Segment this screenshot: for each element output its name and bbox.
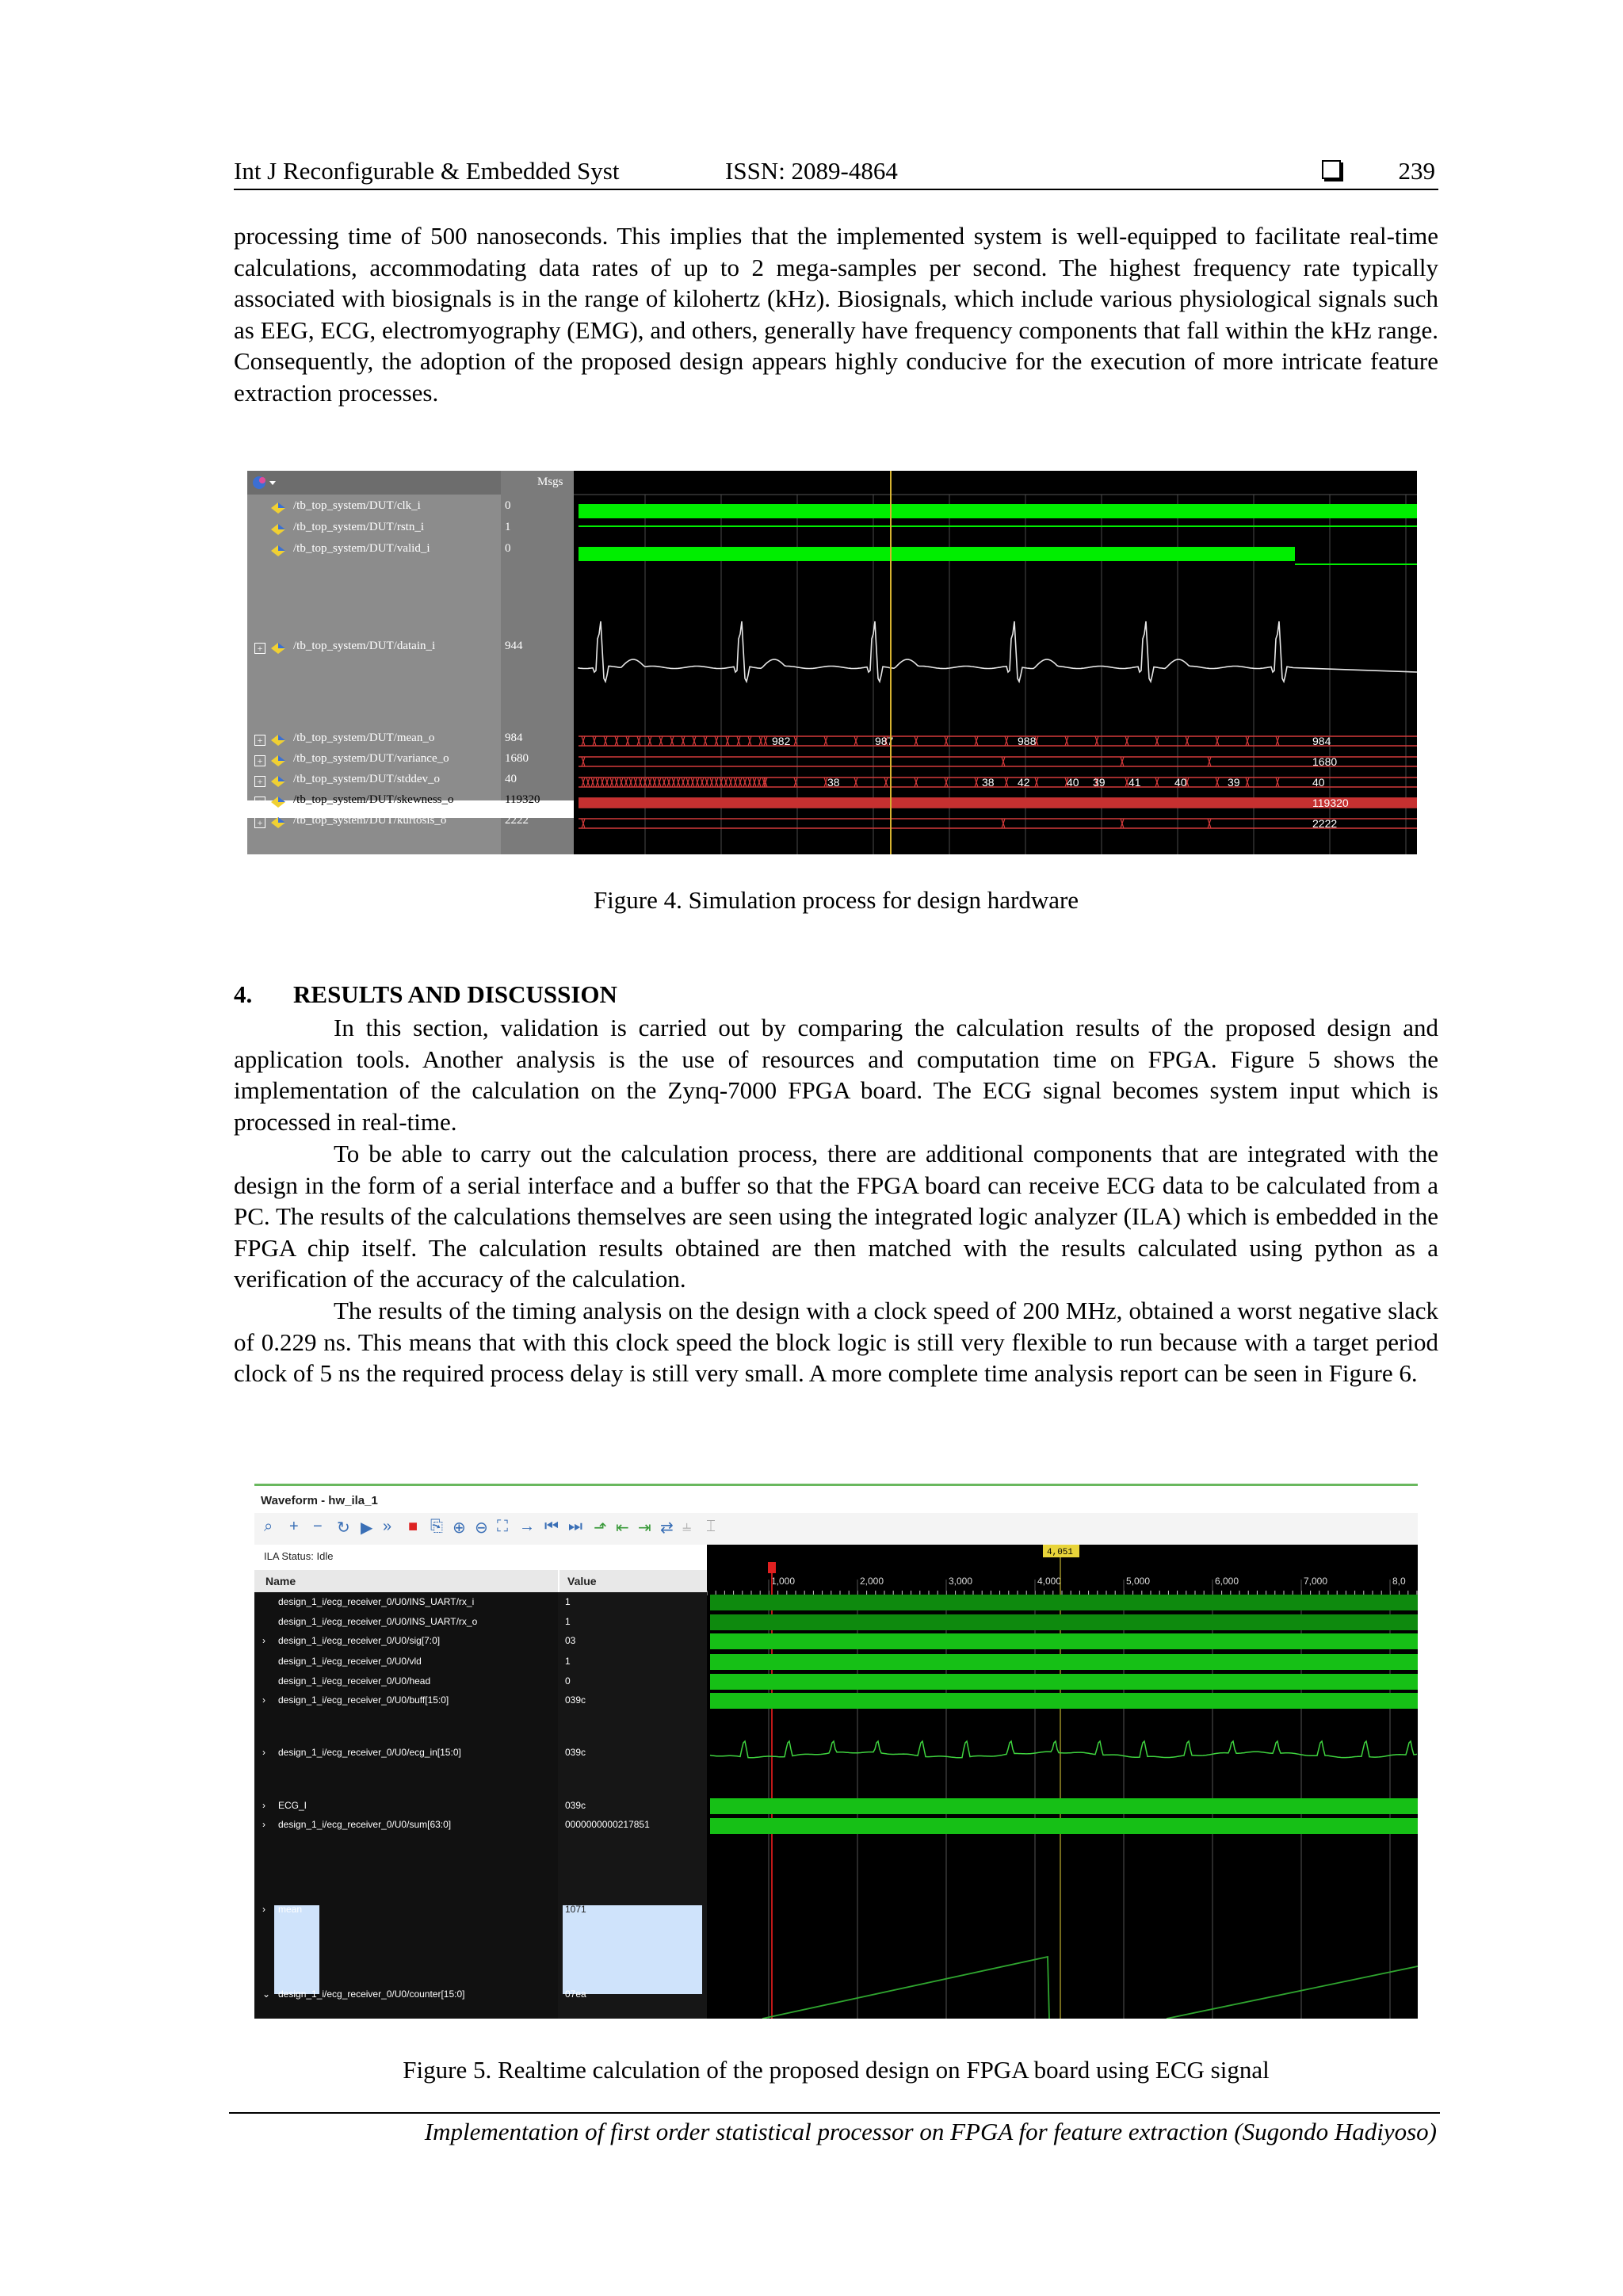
digital-signal-band	[710, 1595, 1418, 1610]
zoom-in-icon[interactable]: ⊕	[453, 1519, 466, 1537]
signal-name[interactable]: /tb_top_system/DUT/clk_i	[293, 499, 421, 512]
signal-name[interactable]: /tb_top_system/DUT/skewness_o	[293, 793, 454, 806]
running-header	[234, 157, 1438, 190]
ruler-label: 1,000	[771, 1576, 796, 1587]
bus-value-label: 984	[1312, 735, 1331, 747]
bus-value-label: 39	[1093, 776, 1106, 789]
signal-value: 1	[505, 521, 511, 533]
remove-icon[interactable]: −	[313, 1518, 323, 1535]
running-footer: Implementation of first order statistical processor on FPGA for feature extraction (Sugondo Hadiyoso)	[424, 2118, 1437, 2145]
name-column-header[interactable]	[254, 1570, 558, 1592]
bus-value-label: 38	[982, 776, 995, 789]
ila-toolbar	[254, 1513, 1418, 1545]
signal-diamond-icon	[271, 502, 285, 514]
next-transition-icon[interactable]: ⇥	[638, 1519, 651, 1537]
bus-value-label: 982	[772, 735, 791, 747]
signal-value: 2222	[505, 814, 529, 827]
bus-value-label: 40	[1312, 776, 1325, 789]
waveform-window-title: Waveform - hw_ila_1	[261, 1494, 378, 1507]
stop-icon[interactable]: ■	[408, 1518, 418, 1535]
expand-icon[interactable]: +	[254, 776, 265, 787]
sum-band	[710, 1818, 1418, 1834]
layout-icon[interactable]	[250, 474, 277, 491]
signal-name[interactable]: /tb_top_system/DUT/rstn_i	[293, 521, 424, 533]
ila-signal-name[interactable]: mean	[278, 1904, 303, 1915]
expand-icon[interactable]: +	[254, 643, 265, 654]
mean-name-highlight	[274, 1905, 319, 1994]
value-column-label: Value	[567, 1575, 597, 1587]
bus-skewness	[579, 797, 1417, 809]
figure-4-simulation	[247, 471, 1417, 854]
bracket-icon[interactable]: ⌶	[706, 1518, 716, 1535]
expand-icon[interactable]: +	[254, 735, 265, 746]
clk-signal	[579, 504, 1417, 518]
signal-diamond-icon	[271, 797, 285, 808]
ila-signal-value: 1	[565, 1596, 571, 1607]
valid-signal-high	[579, 547, 1295, 561]
bus-value-label: 987	[875, 735, 894, 747]
bus-value-label: 40	[1067, 776, 1079, 789]
ila-waveform-plot	[707, 1545, 1418, 2019]
search-icon[interactable]: ⌕	[264, 1518, 273, 1535]
ruler-label: 6,000	[1215, 1576, 1239, 1587]
section-title: RESULTS AND DISCUSSION	[293, 980, 617, 1008]
paragraph-4: The results of the timing analysis on the design with a clock speed of 200 MHz, obtained a worst negative slack of 0.229 ns. This means that with this clock speed the block logic is still very flexible to run because with a target period clock of 5 ns the required process delay is still very small. A more complete time analysis report can be seen in Figure 6.	[234, 1297, 1438, 1388]
go-first-icon[interactable]: ⏮	[544, 1518, 559, 1535]
simulation-waveform	[574, 471, 1417, 854]
signal-diamond-icon	[271, 545, 285, 556]
signal-name[interactable]: /tb_top_system/DUT/valid_i	[293, 542, 430, 555]
signal-name[interactable]: /tb_top_system/DUT/stddev_o	[293, 773, 440, 785]
ila-signal-name[interactable]: design_1_i/ecg_receiver_0/U0/sig[7:0]	[278, 1635, 441, 1646]
ila-signal-value: 039c	[565, 1800, 586, 1811]
ila-signal-name[interactable]: design_1_i/ecg_receiver_0/U0/INS_UART/rx_o	[278, 1616, 478, 1627]
ila-signal-name[interactable]: design_1_i/ecg_receiver_0/U0/buff[15:0]	[278, 1694, 449, 1706]
ila-signal-value: 1071	[565, 1904, 586, 1915]
snap-icon[interactable]: ⫨	[682, 1518, 692, 1535]
digital-signal-band	[710, 1633, 1418, 1649]
expand-icon[interactable]: +	[254, 797, 265, 808]
expand-chevron-icon[interactable]: ›	[262, 1819, 265, 1830]
trigger-marker	[768, 1562, 776, 1573]
section-heading	[234, 980, 617, 1009]
ruler-label: 8,0	[1392, 1576, 1406, 1587]
issn: ISSN: 2089-4864	[725, 157, 898, 185]
run-immediate-icon[interactable]: »	[383, 1518, 392, 1535]
ruler-label: 7,000	[1304, 1576, 1328, 1587]
go-last-icon[interactable]: ⏭	[568, 1518, 582, 1535]
paragraph-2: In this section, validation is carried out by comparing the calculation results of the proposed design and application tools. Another analysis is the use of resources and computation time on FPGA. Figure 5 shows the implementation of the calculation on the Zynq-7000 FPGA board. The ECG signal becomes system input which is processed in real-time.	[234, 1014, 1438, 1136]
paragraph-1: processing time of 500 nanoseconds. This implies that the implemented system is well-equipped to facilitate real-time calculations, accommodating data rates of up to 2 mega-samples per second. The highest frequency rate typically associated with biosignals is in the range of kilohertz (kHz). Biosignals, which include various physiological signals such as EEG, ECG, electromyography (EMG), and others, generally have frequency components that fall within the kHz range. Consequently, the adoption of the proposed design appears highly conducive for the execution of more intricate feature extraction processes.	[234, 222, 1438, 407]
bus-value-label: 42	[1018, 776, 1030, 789]
figure-4-caption: Figure 4. Simulation process for design hardware	[593, 886, 1079, 914]
expand-chevron-icon[interactable]: ›	[262, 1694, 265, 1706]
signal-diamond-icon	[271, 524, 285, 535]
zoom-out-icon[interactable]: ⊖	[475, 1519, 488, 1537]
signal-value: 0	[505, 499, 511, 512]
add-marker-icon[interactable]: ⬏	[594, 1519, 607, 1537]
signal-value: 40	[505, 773, 517, 785]
signal-value: 944	[505, 640, 523, 652]
ila-signal-value: 039c	[565, 1747, 586, 1758]
footer-rule	[229, 2112, 1440, 2114]
paragraph-3: To be able to carry out the calculation process, there are additional components that are integrated with the design in the form of a serial interface and a buffer so that the FPGA board can receive ECG data to be calculated from a PC. The results of the calculations themselves are seen using the integrated logic analyzer (ILA) which is embedded in the FPGA chip itself. The calculation results obtained are then matched with the results calculated using python as a verification of the accuracy of the calculation.	[234, 1140, 1438, 1293]
prev-transition-icon[interactable]: ⇤	[616, 1519, 629, 1537]
figure-5-caption: Figure 5. Realtime calculation of the proposed design on FPGA board using ECG signal	[403, 2056, 1270, 2084]
cursor-icon[interactable]: →	[519, 1518, 535, 1535]
ila-status: ILA Status: Idle	[264, 1550, 334, 1562]
cursor-marker-label: 4,051	[1047, 1548, 1074, 1557]
page-number: 239	[1398, 157, 1435, 185]
signal-pane-toolbar	[247, 471, 501, 495]
signal-value: 1680	[505, 752, 529, 765]
ruler-label: 3,000	[949, 1576, 973, 1587]
expand-chevron-icon[interactable]: ›	[262, 1800, 265, 1811]
ila-signal-value: 0000000000217851	[565, 1819, 650, 1830]
bus-value-label: 38	[827, 776, 840, 789]
figure-5-ila-waveform	[254, 1484, 1418, 2019]
bus-value-label: 988	[1018, 735, 1037, 747]
ila-signal-value: 039c	[565, 1694, 586, 1706]
signal-diamond-icon	[271, 776, 285, 787]
signal-name[interactable]: /tb_top_system/DUT/kurtosis_o	[293, 814, 447, 827]
ruler-label: 4,000	[1037, 1576, 1062, 1587]
expand-chevron-icon[interactable]: ›	[262, 1635, 265, 1646]
zoom-fit-icon[interactable]: ⛶	[497, 1518, 508, 1535]
ruler-label: 2,000	[860, 1576, 884, 1587]
value-column-header[interactable]	[559, 1570, 707, 1592]
signal-name[interactable]: /tb_top_system/DUT/mean_o	[293, 732, 435, 744]
signal-name[interactable]: /tb_top_system/DUT/variance_o	[293, 752, 449, 765]
signal-value: 119320	[505, 793, 540, 806]
ila-signal-value: 03	[565, 1635, 576, 1646]
trigger-icon[interactable]: ↻	[337, 1519, 350, 1537]
ila-signal-name[interactable]: design_1_i/ecg_receiver_0/U0/counter[15:0]	[278, 1988, 465, 2000]
ila-signal-value: 1	[565, 1616, 571, 1627]
signal-diamond-icon	[271, 817, 285, 828]
bus-value-label: 2222	[1312, 817, 1338, 830]
expand-icon[interactable]: +	[254, 817, 265, 828]
section-number: 4.	[234, 980, 253, 1008]
bus-value-label: 119320	[1312, 797, 1349, 809]
ruler-label: 5,000	[1126, 1576, 1151, 1587]
mean-value-highlight	[563, 1905, 702, 1994]
ecg-i-band	[710, 1798, 1418, 1814]
run-icon[interactable]: ▶	[361, 1519, 373, 1537]
msgs-column-header: Msgs	[537, 476, 563, 488]
ila-signal-name[interactable]: ECG_I	[278, 1800, 307, 1811]
ila-signal-name[interactable]: design_1_i/ecg_receiver_0/U0/head	[278, 1675, 431, 1687]
journal-name: Int J Reconfigurable & Embedded Syst	[234, 157, 620, 185]
ila-signal-name[interactable]: design_1_i/ecg_receiver_0/U0/vld	[278, 1656, 422, 1667]
expand-chevron-icon[interactable]: ›	[262, 1747, 265, 1758]
ila-signal-name[interactable]: design_1_i/ecg_receiver_0/U0/sum[63:0]	[278, 1819, 452, 1830]
expand-chevron-icon[interactable]: ›	[262, 1904, 265, 1915]
digital-signal-band	[710, 1674, 1418, 1690]
signal-value: 0	[505, 542, 511, 555]
signal-diamond-icon	[271, 643, 285, 654]
signal-value: 984	[505, 732, 523, 744]
expand-icon[interactable]: +	[254, 755, 265, 766]
add-icon[interactable]: +	[289, 1518, 299, 1535]
export-icon[interactable]: ⎘	[430, 1518, 443, 1535]
digital-signal-band	[710, 1614, 1418, 1630]
bus-value-label: 1680	[1312, 755, 1338, 768]
bus-value-label: 39	[1228, 776, 1240, 789]
name-column-label: Name	[265, 1575, 296, 1587]
bus-value-label: 41	[1128, 776, 1141, 789]
signal-name[interactable]: /tb_top_system/DUT/datain_i	[293, 640, 436, 652]
bus-value-label: 40	[1174, 776, 1187, 789]
expand-chevron-icon[interactable]: ⌄	[262, 1988, 271, 2000]
ila-signal-name[interactable]: design_1_i/ecg_receiver_0/U0/INS_UART/rx_i	[278, 1596, 475, 1607]
signal-diamond-icon	[271, 755, 285, 766]
signal-diamond-icon	[271, 735, 285, 746]
ila-signal-value: 07ea	[565, 1988, 586, 2000]
digital-signal-band	[710, 1693, 1418, 1709]
swap-cursor-icon[interactable]: ⇄	[660, 1519, 674, 1537]
ila-signal-value: 0	[565, 1675, 571, 1687]
ila-signal-name[interactable]: design_1_i/ecg_receiver_0/U0/ecg_in[15:0]	[278, 1747, 461, 1758]
square-bullet-icon	[1322, 160, 1341, 179]
digital-signal-band	[710, 1654, 1418, 1670]
ila-signal-value: 1	[565, 1656, 571, 1667]
